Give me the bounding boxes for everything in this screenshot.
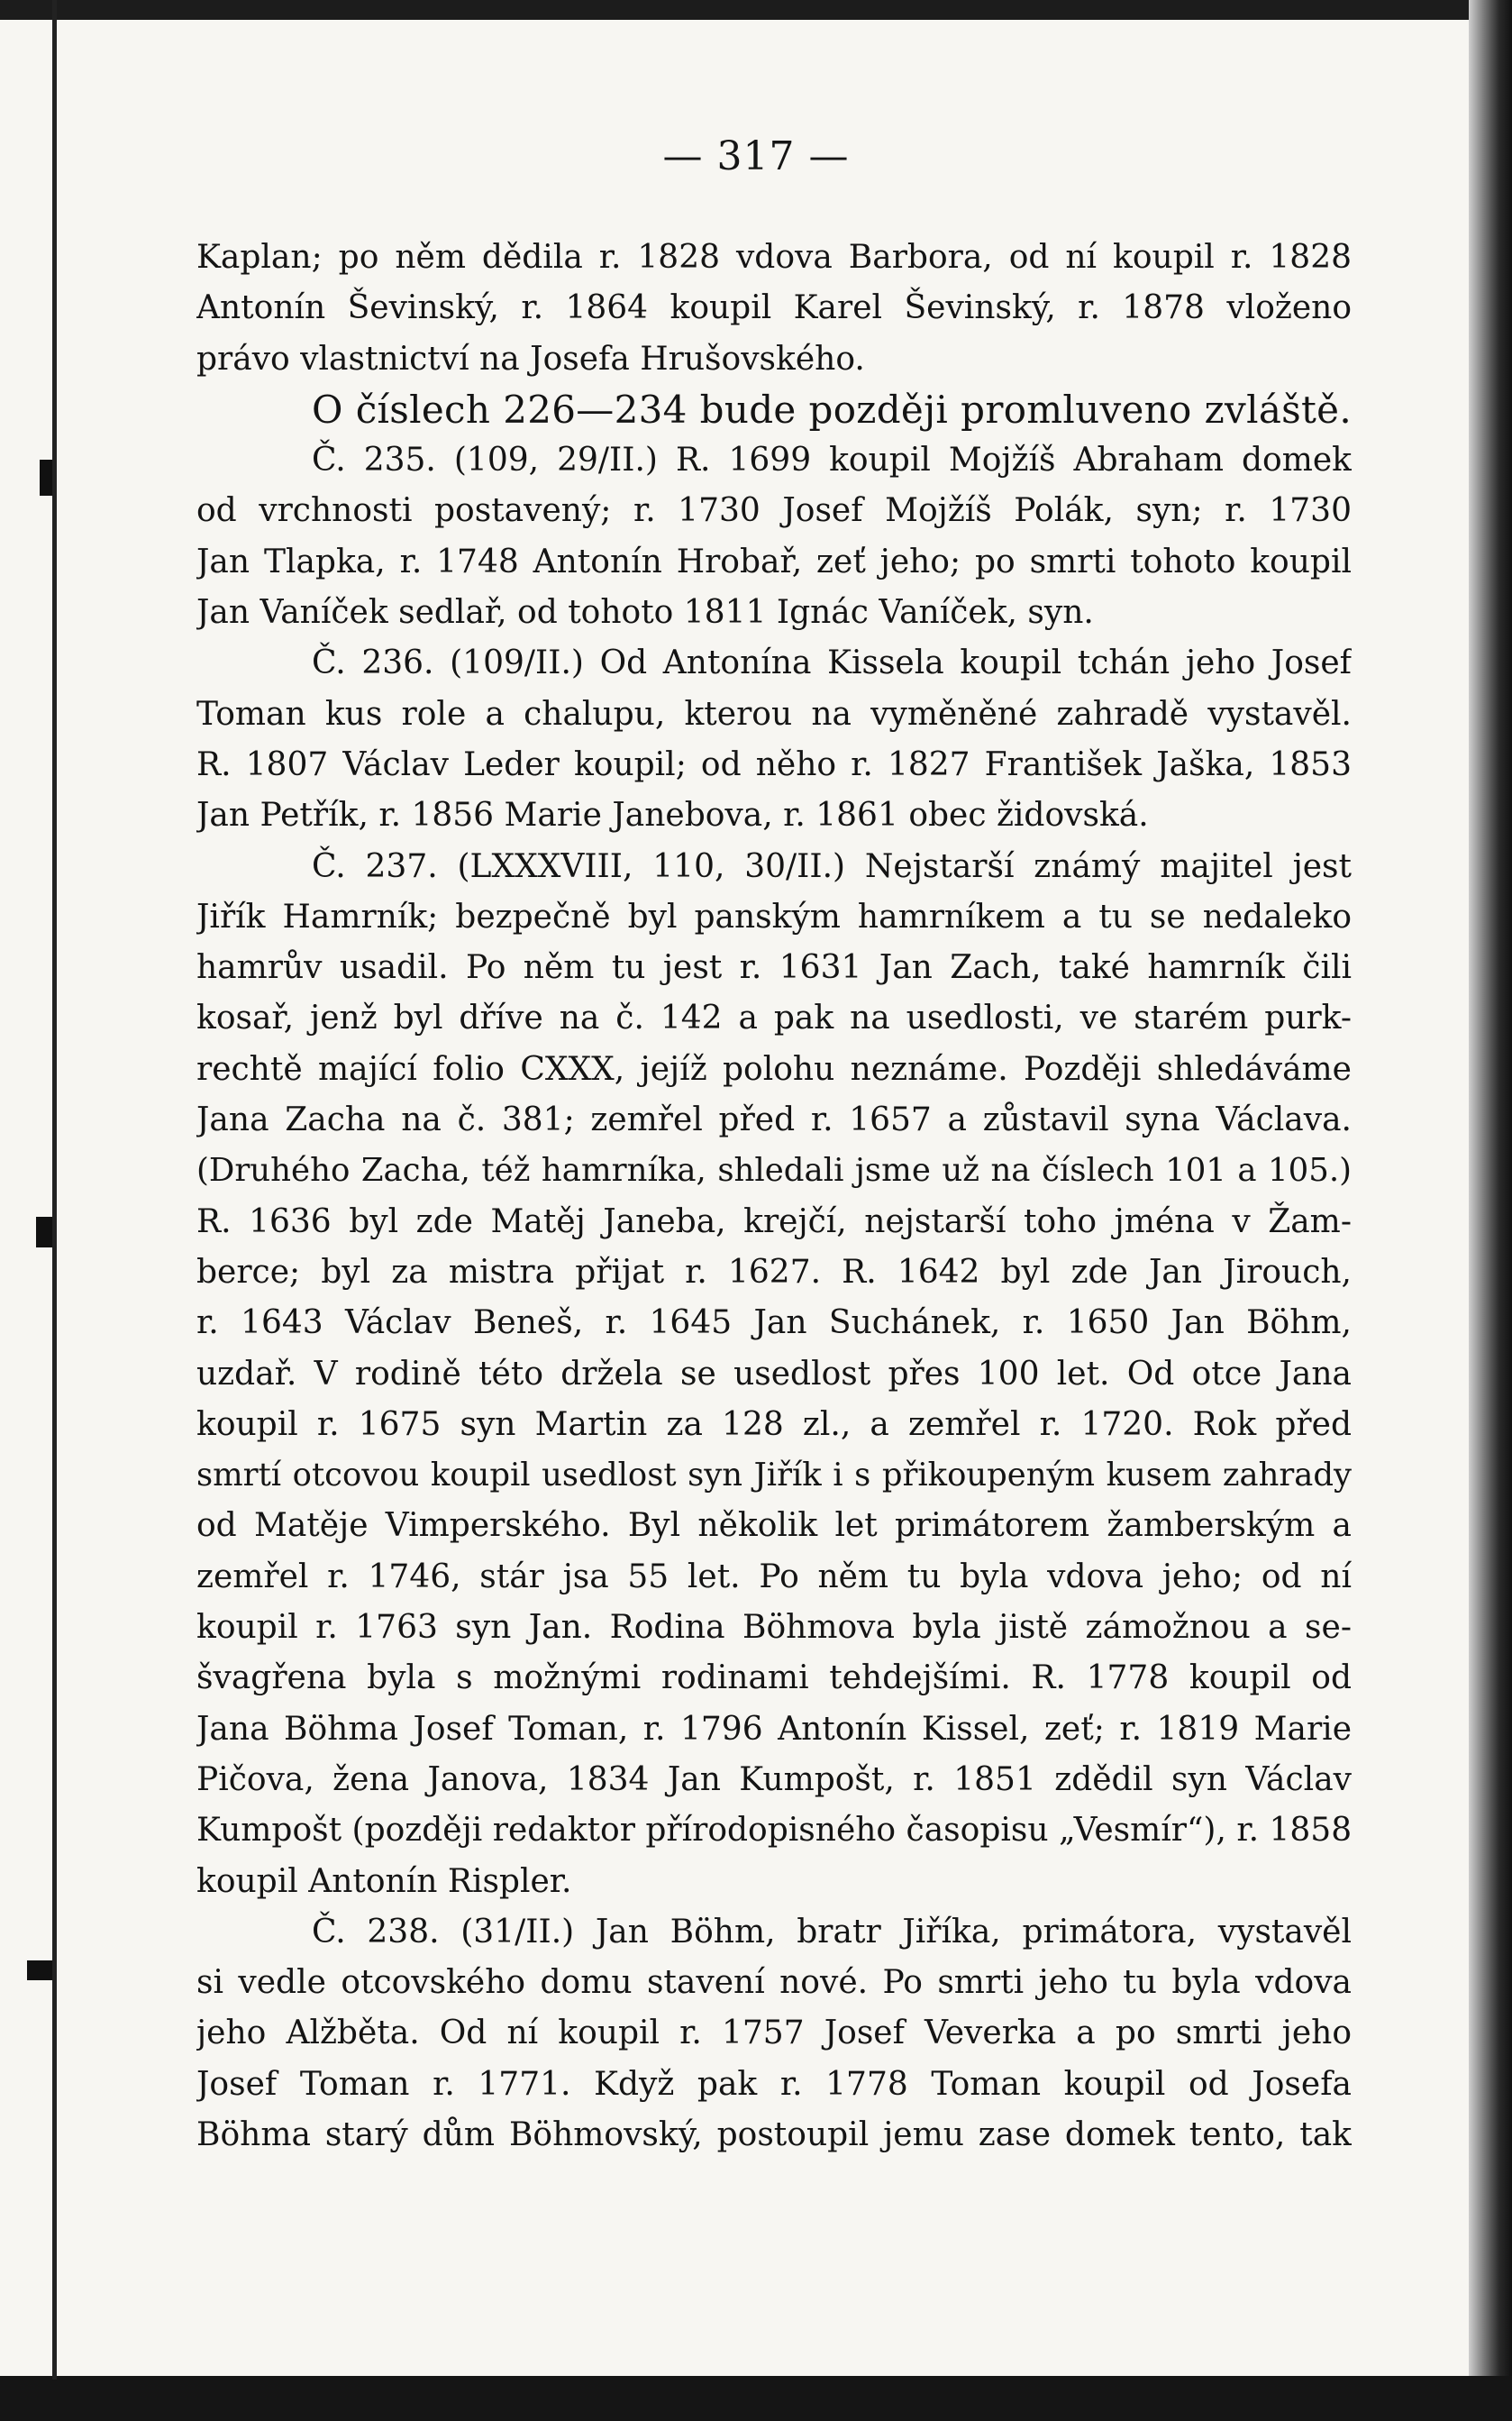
scan-border-right — [1469, 0, 1512, 2421]
text-line: (Druhého Zacha, též hamrníka, shledali jsme už na číslech 101 a 105.) — [196, 1152, 1352, 1190]
text-line: Jiřík Hamrník; bezpečně byl panským hamrníkem a tu se nedaleko — [196, 898, 1352, 936]
text-line: Böhma starý dům Böhmovský, postoupil jemu zase domek tento, tak — [196, 2115, 1352, 2153]
page-number: — 317 — — [662, 133, 850, 179]
text-line: r. 1643 Václav Beneš, r. 1645 Jan Suchánek, r. 1650 Jan Böhm, — [196, 1304, 1352, 1342]
text-line: od vrchnosti postavený; r. 1730 Josef Mojžíš Polák, syn; r. 1730 — [196, 492, 1352, 530]
text-line: Jan Petřík, r. 1856 Marie Janebova, r. 1861 obec židovská. — [196, 797, 1149, 835]
text-line: koupil r. 1675 syn Martin za 128 zl., a zemřel r. 1720. Rok před — [196, 1405, 1352, 1443]
binding-mark — [40, 460, 52, 496]
text-line: Toman kus role a chalupu, kterou na vyměněné zahradě vystavěl. — [196, 695, 1352, 733]
text-line: Jan Tlapka, r. 1748 Antonín Hrobař, zeť jeho; po smrti tohoto koupil — [196, 543, 1352, 580]
text-line: Kaplan; po něm dědila r. 1828 vdova Barbora, od ní koupil r. 1828 — [196, 239, 1352, 276]
text-line: uzdař. V rodině této držela se usedlost přes 100 let. Od otce Jana — [196, 1355, 1352, 1393]
text-line: Pičova, žena Janova, 1834 Jan Kumpošt, r. 1851 zdědil syn Václav — [196, 1760, 1352, 1798]
text-line: si vedle otcovského domu stavení nové. Po smrti jeho tu byla vdova — [196, 1964, 1352, 2002]
text-line: rechtě mající folio CXXX, jejíž polohu neznáme. Později shledáváme — [196, 1050, 1352, 1088]
text-line: Antonín Ševinský, r. 1864 koupil Karel Ševinský, r. 1878 vloženo — [196, 289, 1352, 327]
text-line: zemřel r. 1746, stár jsa 55 let. Po něm tu byla vdova jeho; od ní — [196, 1558, 1352, 1595]
text-line: Č. 235. (109, 29/II.) R. 1699 koupil Mojžíš Abraham domek — [312, 442, 1352, 480]
section-heading: O číslech 226—234 bude později promluveno zvláště. — [312, 387, 1352, 432]
text-line: švagřena byla s možnými rodinami tehdejšími. R. 1778 koupil od — [196, 1659, 1352, 1697]
text-line: smrtí otcovou koupil usedlost syn Jiřík i s přikoupeným kusem zahrady — [196, 1457, 1352, 1494]
text-line: Kumpošt (později redaktor přírodopisného časopisu „Vesmír“), r. 1858 — [196, 1812, 1352, 1850]
text-line: koupil Antonín Rispler. — [196, 1862, 572, 1900]
text-line: Jan Vaníček sedlař, od tohoto 1811 Ignác Vaníček, syn. — [196, 594, 1094, 632]
text-line: Č. 236. (109/II.) Od Antonína Kissela koupil tchán jeho Josef — [312, 644, 1352, 682]
text-line: Josef Toman r. 1771. Když pak r. 1778 Toman koupil od Josefa — [196, 2065, 1352, 2103]
scan-border-bottom — [0, 2376, 1512, 2421]
binding-mark — [27, 1960, 52, 1980]
text-line: hamrův usadil. Po něm tu jest r. 1631 Jan Zach, také hamrník čili — [196, 949, 1352, 987]
text-line: berce; byl za mistra přijat r. 1627. R. 1642 byl zde Jan Jirouch, — [196, 1253, 1352, 1291]
text-line: koupil r. 1763 syn Jan. Rodina Böhmova byla jistě zámožnou a se- — [196, 1609, 1352, 1647]
text-line: jeho Alžběta. Od ní koupil r. 1757 Josef Veverka a po smrti jeho — [196, 2014, 1352, 2052]
binding-edge — [52, 0, 57, 2380]
binding-mark — [36, 1217, 52, 1247]
text-line: Č. 237. (LXXXVIII, 110, 30/II.) Nejstarší známý majitel jest — [312, 847, 1352, 885]
text-line: R. 1636 byl zde Matěj Janeba, krejčí, nejstarší toho jména v Žam- — [196, 1202, 1352, 1240]
text-line: Jana Böhma Josef Toman, r. 1796 Antonín Kissel, zeť; r. 1819 Marie — [196, 1710, 1352, 1748]
text-line: R. 1807 Václav Leder koupil; od něho r. 1827 František Jaška, 1853 — [196, 745, 1352, 783]
text-line: Č. 238. (31/II.) Jan Böhm, bratr Jiříka, primátora, vystavěl — [312, 1913, 1352, 1951]
text-line: právo vlastnictví na Josefa Hrušovského. — [196, 340, 865, 378]
text-line: od Matěje Vimperského. Byl několik let primátorem žamberským a — [196, 1507, 1352, 1545]
body-text — [196, 233, 1352, 2161]
text-line: Jana Zacha na č. 381; zemřel před r. 1657 a zůstavil syna Václava. — [196, 1101, 1352, 1139]
scan-border-top — [0, 0, 1512, 20]
text-line: kosař, jenž byl dříve na č. 142 a pak na usedlosti, ve starém purk- — [196, 1000, 1352, 1037]
